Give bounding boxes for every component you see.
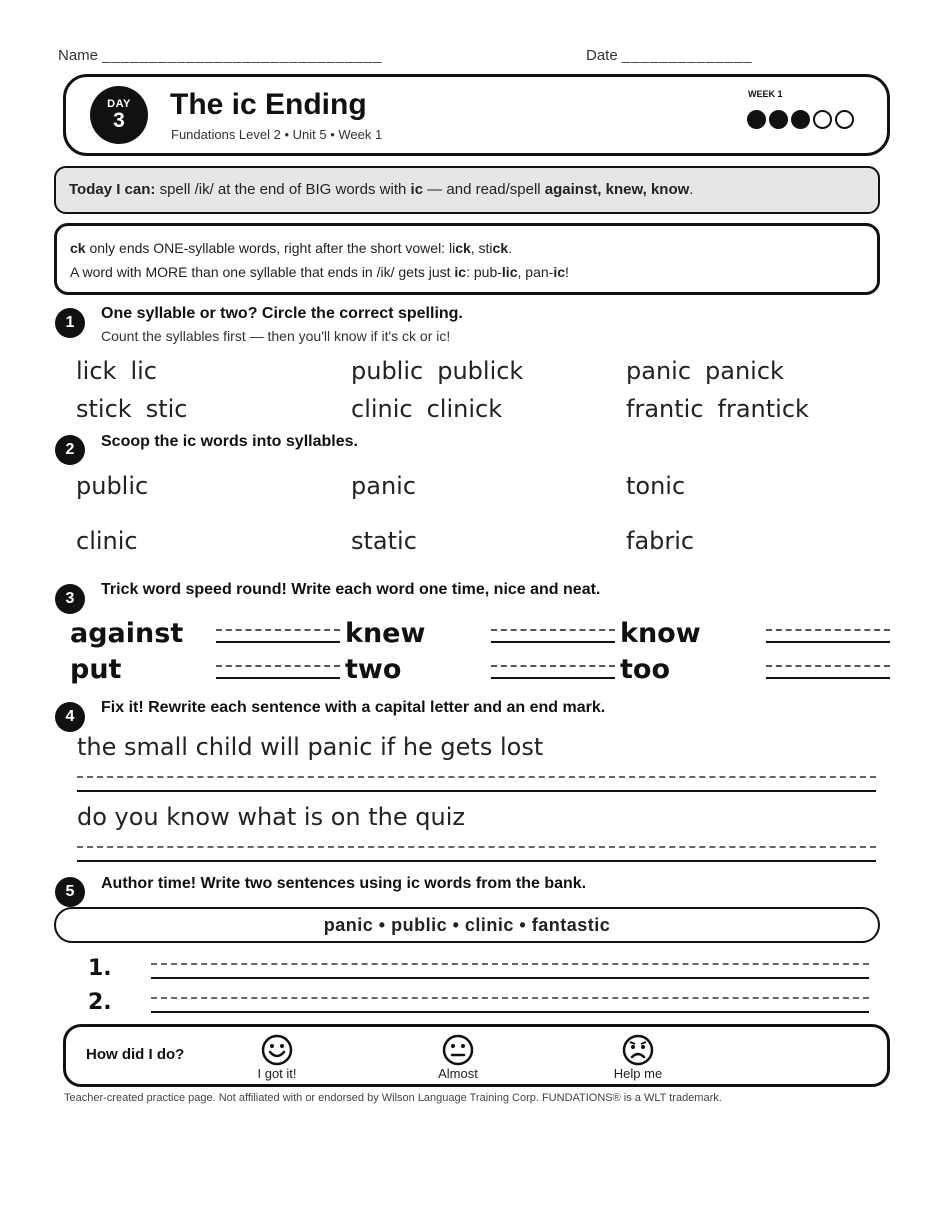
writing-line[interactable] xyxy=(491,629,615,643)
spelling-option[interactable]: frantick xyxy=(717,395,809,423)
section-2-title: Scoop the ic words into syllables. xyxy=(101,433,358,450)
rule-text: : pub- xyxy=(466,264,502,280)
date-blank: ______________ xyxy=(621,47,753,64)
progress-dot-empty xyxy=(813,110,832,129)
trick-word: too xyxy=(620,654,671,685)
spelling-choice-pair[interactable] xyxy=(76,395,187,423)
sentence-number: 2. xyxy=(88,990,112,1015)
spelling-option[interactable]: clinic xyxy=(351,395,413,423)
self-check-option-help[interactable] xyxy=(602,1034,674,1081)
writing-line-base[interactable] xyxy=(77,790,876,792)
week-progress-dots xyxy=(747,110,854,129)
goal-ic: ic xyxy=(410,181,424,198)
goal-lead: Today I can: xyxy=(69,181,156,198)
self-check-label: I got it! xyxy=(257,1066,297,1081)
spelling-option[interactable]: panic xyxy=(626,357,692,385)
day-label: DAY xyxy=(107,98,131,110)
rule-ic: ic xyxy=(454,264,467,280)
week-label: WEEK 1 xyxy=(748,89,783,99)
progress-dot-filled xyxy=(791,110,810,129)
spelling-option[interactable]: stick xyxy=(76,395,132,423)
smiley-face-icon xyxy=(261,1034,293,1066)
rule-text: A word with MORE than one syllable that ends in /ik/ gets just xyxy=(70,264,455,280)
section-3-title: Trick word speed round! Write each word one time, nice and neat. xyxy=(101,581,601,598)
scoop-word[interactable]: panic xyxy=(351,472,417,500)
writing-line-base[interactable] xyxy=(151,1011,869,1013)
scoop-word[interactable]: static xyxy=(351,527,417,555)
goal-end: . xyxy=(689,181,694,198)
name-label: Name xyxy=(58,47,99,64)
section-5-number: 5 xyxy=(55,877,85,907)
section-1-subtitle: Count the syllables first — then you'll know if it's ck or ic! xyxy=(101,328,451,344)
spelling-option[interactable]: public xyxy=(351,357,424,385)
section-4-title: Fix it! Rewrite each sentence with a capital letter and an end mark. xyxy=(101,699,606,716)
neutral-face-icon xyxy=(442,1034,474,1066)
goal-words: against, knew, know xyxy=(544,181,690,198)
scoop-word[interactable]: public xyxy=(76,472,149,500)
goal-text-1: spell /ik/ at the end of BIG words with xyxy=(155,181,411,198)
scoop-word[interactable]: clinic xyxy=(76,527,138,555)
page-title: The ic Ending xyxy=(170,88,367,121)
self-check-option-got-it[interactable] xyxy=(246,1034,308,1081)
day-badge xyxy=(90,86,148,144)
goal-box xyxy=(54,166,880,214)
spelling-option[interactable]: frantic xyxy=(626,395,704,423)
spelling-option[interactable]: clinick xyxy=(426,395,503,423)
trick-word: know xyxy=(620,618,701,649)
rule-box xyxy=(54,223,880,295)
section-5-title: Author time! Write two sentences using ic words from the bank. xyxy=(101,875,587,892)
sentence-number: 1. xyxy=(88,956,112,981)
spelling-option[interactable]: stic xyxy=(145,395,188,423)
writing-line-guide[interactable] xyxy=(77,776,876,778)
writing-line-guide[interactable] xyxy=(151,963,869,965)
spelling-option[interactable]: panick xyxy=(705,357,784,385)
self-check-option-almost[interactable] xyxy=(427,1034,489,1081)
section-4-number: 4 xyxy=(55,702,85,732)
progress-dot-filled xyxy=(747,110,766,129)
spelling-choice-pair[interactable] xyxy=(76,357,157,385)
progress-dot-filled xyxy=(769,110,788,129)
name-field[interactable] xyxy=(58,47,382,64)
scoop-word[interactable]: tonic xyxy=(626,472,686,500)
spelling-option[interactable]: publick xyxy=(437,357,524,385)
self-check-label: Help me xyxy=(613,1066,663,1081)
rule-ck: ck xyxy=(492,240,509,256)
rule-text: ! xyxy=(565,264,569,280)
section-3-number: 3 xyxy=(55,584,85,614)
spelling-option[interactable]: lic xyxy=(130,357,157,385)
rule-text: , sti xyxy=(470,240,493,256)
page-subtitle: Fundations Level 2 • Unit 5 • Week 1 xyxy=(171,127,383,142)
section-1-title: One syllable or two? Circle the correct spelling. xyxy=(101,305,463,322)
writing-line[interactable] xyxy=(491,665,615,679)
section-2-number: 2 xyxy=(55,435,85,465)
sentence-to-fix: do you know what is on the quiz xyxy=(77,803,465,831)
writing-line[interactable] xyxy=(216,665,340,679)
sentence-to-fix: the small child will panic if he gets lost xyxy=(77,733,544,761)
progress-dot-empty xyxy=(835,110,854,129)
date-label: Date xyxy=(586,47,618,64)
writing-line-guide[interactable] xyxy=(77,846,876,848)
section-1-number: 1 xyxy=(55,308,85,338)
rule-text: . xyxy=(508,240,513,256)
writing-line[interactable] xyxy=(216,629,340,643)
rule-ic: lic xyxy=(501,264,518,280)
rule-line-1 xyxy=(70,236,877,260)
date-field[interactable] xyxy=(586,47,753,64)
rule-line-2 xyxy=(70,260,877,284)
trick-word: knew xyxy=(345,618,426,649)
writing-line[interactable] xyxy=(766,665,890,679)
spelling-option[interactable]: lick xyxy=(76,357,117,385)
word-bank: panic • public • clinic • fantastic xyxy=(54,907,880,943)
trick-word: against xyxy=(70,618,184,649)
self-check-label: Almost xyxy=(438,1066,478,1081)
spelling-choice-pair[interactable] xyxy=(351,357,523,385)
rule-ic: ic xyxy=(553,264,565,280)
scoop-word[interactable]: fabric xyxy=(626,527,695,555)
spelling-choice-pair[interactable] xyxy=(351,395,502,423)
trick-word: two xyxy=(345,654,402,685)
name-blank: ______________________________ xyxy=(102,47,383,64)
spelling-choice-pair[interactable] xyxy=(626,395,809,423)
rule-text: , pan- xyxy=(517,264,554,280)
sad-face-icon xyxy=(622,1034,654,1066)
rule-text: only ends ONE-syllable words, right after the short vowel: li xyxy=(85,240,456,256)
writing-line-base[interactable] xyxy=(151,977,869,979)
goal-text-2: — and read/spell xyxy=(423,181,545,198)
self-check-question: How did I do? xyxy=(86,1046,185,1063)
footer-disclaimer: Teacher-created practice page. Not affiliated with or endorsed by Wilson Language Training Corp. FUNDATIONS® is a WLT trademark. xyxy=(64,1092,722,1104)
spelling-choice-pair[interactable] xyxy=(626,357,784,385)
day-number: 3 xyxy=(113,109,125,132)
writing-line-guide[interactable] xyxy=(151,997,869,999)
writing-line-base[interactable] xyxy=(77,860,876,862)
rule-ck: ck xyxy=(455,240,471,256)
writing-line[interactable] xyxy=(766,629,890,643)
trick-word: put xyxy=(70,654,122,685)
rule-ck: ck xyxy=(70,240,86,256)
